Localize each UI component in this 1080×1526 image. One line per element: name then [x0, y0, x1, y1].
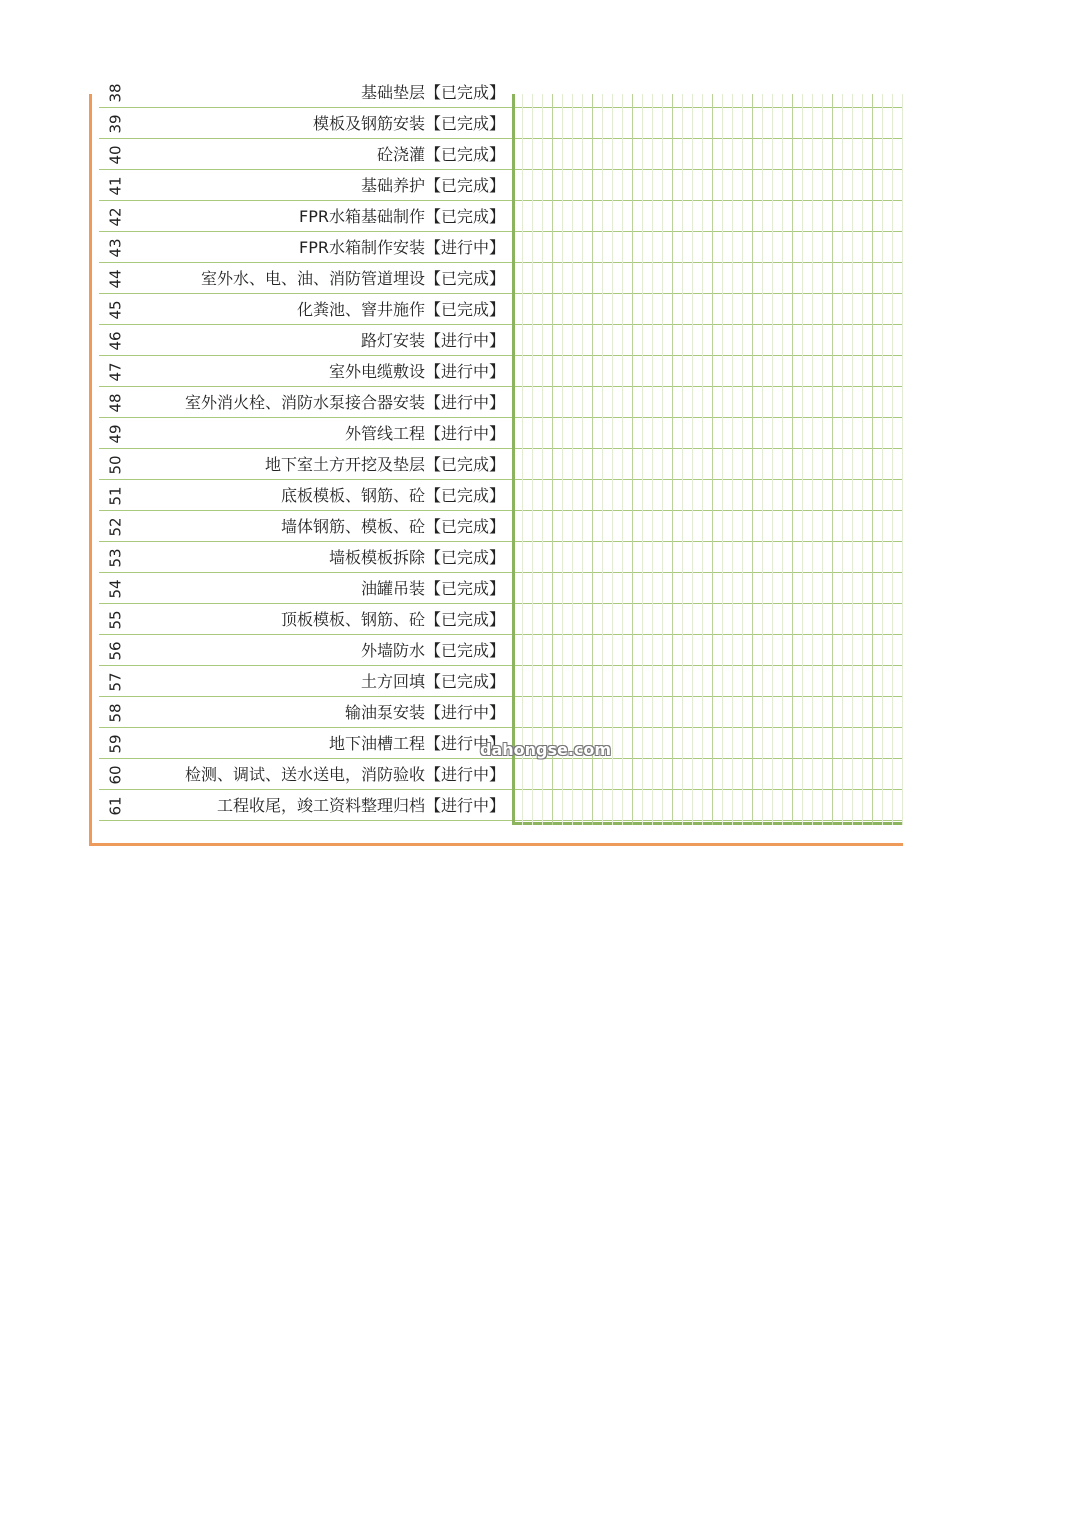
task-name: 室外电缆敷设 [328, 362, 425, 381]
task-status: 【已完成】 [424, 300, 505, 319]
timeline-grid-line [562, 94, 563, 825]
task-name: 砼浇灌 [376, 145, 425, 164]
row-number [101, 387, 131, 418]
row-number [101, 139, 131, 170]
row-number-text: 49 [107, 423, 125, 444]
timeline-grid-line [762, 94, 763, 825]
timeline-grid-line [642, 94, 643, 825]
task-status: 【已完成】 [424, 455, 505, 474]
task-status: 【已完成】 [424, 641, 505, 660]
task-name: 地下油槽工程 [328, 734, 425, 753]
timeline-grid-line [792, 94, 793, 825]
task-name: 墙板模板拆除 [328, 548, 425, 567]
task-status: 【已完成】 [424, 83, 505, 102]
timeline-grid-line [862, 94, 863, 825]
gantt-timeline [512, 94, 903, 825]
row-number-text: 42 [107, 206, 125, 227]
task-label [133, 759, 505, 790]
row-number [101, 759, 131, 790]
row-number-text: 57 [107, 671, 125, 692]
timeline-grid-line [682, 94, 683, 825]
task-name: 土方回填 [360, 672, 425, 691]
task-status: 【已完成】 [424, 145, 505, 164]
task-status: 【进行中】 [424, 362, 505, 381]
task-label [133, 232, 505, 263]
row-number [101, 697, 131, 728]
timeline-grid-line [902, 94, 903, 825]
timeline-grid-line [632, 94, 633, 825]
row-number [101, 294, 131, 325]
row-number [101, 511, 131, 542]
timeline-grid-line [752, 94, 753, 825]
row-number [101, 573, 131, 604]
timeline-grid-line [812, 94, 813, 825]
timeline-grid-line [582, 94, 583, 825]
timeline-grid-line [572, 94, 573, 825]
timeline-grid-line [542, 94, 543, 825]
timeline-grid-line [852, 94, 853, 825]
row-number [101, 635, 131, 666]
gantt-sheet [89, 82, 903, 846]
task-name: 顶板模板、钢筋、砼 [280, 610, 425, 629]
timeline-grid-line [822, 94, 823, 825]
row-number-text: 38 [107, 82, 125, 103]
task-label [133, 573, 505, 604]
task-status: 【进行中】 [424, 238, 505, 257]
timeline-grid-line [712, 94, 713, 825]
row-number-text: 55 [107, 609, 125, 630]
timeline-grid-line [662, 94, 663, 825]
task-status: 【已完成】 [424, 114, 505, 133]
task-label [133, 294, 505, 325]
row-number-text: 45 [107, 299, 125, 320]
task-name: 室外水、电、油、消防管道埋设 [200, 269, 425, 288]
task-label [133, 449, 505, 480]
row-number [101, 201, 131, 232]
timeline-grid-line [602, 94, 603, 825]
timeline-grid-line [702, 94, 703, 825]
task-name: 外墙防水 [360, 641, 425, 660]
task-label [133, 170, 505, 201]
timeline-grid-line [552, 94, 553, 825]
row-number-text: 51 [107, 485, 125, 506]
watermark: dahongse.com [480, 740, 612, 759]
task-name: 基础垫层 [360, 83, 425, 102]
task-label [133, 511, 505, 542]
task-name: 化粪池、窨井施作 [296, 300, 425, 319]
row-number-text: 54 [107, 578, 125, 599]
task-status: 【进行中】 [424, 703, 505, 722]
row-number-text: 43 [107, 237, 125, 258]
row-number-text: 60 [107, 764, 125, 785]
row-number [101, 325, 131, 356]
task-label [133, 697, 505, 728]
row-number-text: 39 [107, 113, 125, 134]
row-number-text: 46 [107, 330, 125, 351]
task-status: 【已完成】 [424, 517, 505, 536]
timeline-grid-line [532, 94, 533, 825]
task-name: 地下室土方开挖及垫层 [264, 455, 425, 474]
row-number-text: 52 [107, 516, 125, 537]
timeline-grid-line [612, 94, 613, 825]
task-name: 墙体钢筋、模板、砼 [280, 517, 425, 536]
task-label [133, 604, 505, 635]
timeline-grid-line [522, 94, 523, 825]
task-status: 【已完成】 [424, 672, 505, 691]
task-status: 【进行中】 [424, 734, 505, 753]
task-label [133, 790, 505, 821]
task-label [133, 77, 505, 108]
task-status: 【进行中】 [424, 424, 505, 443]
task-name: 室外消火栓、消防水泵接合器安装 [184, 393, 425, 412]
task-name: 外管线工程 [344, 424, 425, 443]
row-number [101, 170, 131, 201]
task-name: FPR水箱制作安装 [299, 238, 425, 257]
row-number [101, 356, 131, 387]
task-label [133, 418, 505, 449]
timeline-grid-line [802, 94, 803, 825]
row-number-text: 44 [107, 268, 125, 289]
task-status: 【已完成】 [424, 548, 505, 567]
task-label [133, 108, 505, 139]
task-label [133, 263, 505, 294]
timeline-left-border [512, 94, 515, 825]
row-number [101, 542, 131, 573]
timeline-grid-line [882, 94, 883, 825]
task-label [133, 356, 505, 387]
row-number [101, 728, 131, 759]
task-status: 【已完成】 [424, 207, 505, 226]
row-number-text: 40 [107, 144, 125, 165]
row-number [101, 480, 131, 511]
timeline-grid-line [892, 94, 893, 825]
row-number [101, 449, 131, 480]
timeline-grid-line [782, 94, 783, 825]
task-status: 【进行中】 [424, 393, 505, 412]
row-number-text: 41 [107, 175, 125, 196]
row-number [101, 790, 131, 821]
task-label [133, 728, 505, 759]
task-status: 【已完成】 [424, 610, 505, 629]
task-label [133, 139, 505, 170]
row-number [101, 263, 131, 294]
row-number-text: 53 [107, 547, 125, 568]
task-status: 【已完成】 [424, 486, 505, 505]
task-name: 路灯安装 [360, 331, 425, 350]
task-name: 油罐吊装 [360, 579, 425, 598]
task-name: 输油泵安装 [344, 703, 425, 722]
row-number [101, 666, 131, 697]
task-label [133, 542, 505, 573]
timeline-grid-line [592, 94, 593, 825]
timeline-grid-line [842, 94, 843, 825]
task-status: 【已完成】 [424, 269, 505, 288]
row-number-text: 61 [107, 795, 125, 816]
frame-bottom-border [89, 843, 903, 846]
timeline-grid-line [652, 94, 653, 825]
row-number-text: 48 [107, 392, 125, 413]
row-number-text: 47 [107, 361, 125, 382]
task-label [133, 666, 505, 697]
task-status: 【进行中】 [424, 765, 505, 784]
timeline-grid-line [692, 94, 693, 825]
timeline-bottom-border [512, 822, 903, 825]
row-number [101, 604, 131, 635]
task-label [133, 201, 505, 232]
row-number [101, 108, 131, 139]
task-name: 检测、调试、送水送电，消防验收 [184, 765, 425, 784]
row-number [101, 418, 131, 449]
row-number [101, 232, 131, 263]
task-label [133, 387, 505, 418]
task-label [133, 635, 505, 666]
task-label [133, 480, 505, 511]
timeline-grid-line [772, 94, 773, 825]
task-status: 【进行中】 [424, 331, 505, 350]
task-name: 模板及钢筋安装 [312, 114, 425, 133]
task-label [133, 325, 505, 356]
row-number [101, 77, 131, 108]
timeline-grid-line [872, 94, 873, 825]
row-number-text: 59 [107, 733, 125, 754]
timeline-grid-line [622, 94, 623, 825]
timeline-grid-line [722, 94, 723, 825]
task-name: 工程收尾，竣工资料整理归档 [216, 796, 425, 815]
row-number-text: 56 [107, 640, 125, 661]
task-status: 【已完成】 [424, 579, 505, 598]
timeline-grid-line [742, 94, 743, 825]
task-status: 【已完成】 [424, 176, 505, 195]
task-status: 【进行中】 [424, 796, 505, 815]
timeline-grid-line [672, 94, 673, 825]
task-name: 基础养护 [360, 176, 425, 195]
task-name: FPR水箱基础制作 [299, 207, 425, 226]
timeline-grid-line [832, 94, 833, 825]
row-number-text: 58 [107, 702, 125, 723]
task-name: 底板模板、钢筋、砼 [280, 486, 425, 505]
frame-left-border [89, 94, 92, 846]
timeline-grid-line [732, 94, 733, 825]
row-number-text: 50 [107, 454, 125, 475]
